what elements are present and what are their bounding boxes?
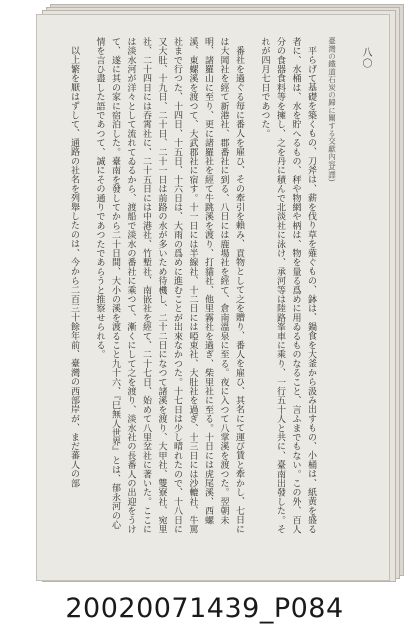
body-text	[51, 37, 347, 537]
running-head: 臺灣の鐵道石炭の歸に關する交獻內容(譯)	[327, 37, 337, 182]
page-number: 八〇	[360, 47, 371, 69]
paragraph: 平らげて基礎を築くもの、刀斧は、薪を伐り草を薙ぐもの、鉢は、鍋食を大釜から汲み出すもの、小桶は、紙黄を盛る者に、水桶は、水を貯へるもの、秤や物網や柄は、物を量る爲めに用ゐるものなること、言ふまでもない。この外、百人分の食器食料等を擁し、之を丹に積んで北淡社に泳け、承河等は陸路峯車に乘り、一行五十人と共に、臺南出發した。それが四月七日であつた。	[259, 37, 316, 534]
paragraph: 以上繁を厭はずして、通路の社名を列舉したのは、今から二百三十餘年前、臺灣の西部岸が、まだ蕃人の部	[69, 46, 79, 488]
book-stack	[16, 4, 404, 579]
archive-id-caption: 20020071439_P084	[65, 593, 344, 624]
book-page	[36, 14, 390, 581]
paragraph: 番社を過ぐる毎に番人を雇ひ、その牽引を賴み、貢物として之を贈り、番人を雇ひ、其名にて運び賃と牽かし、七日には大岡社を經て新港社、郡番社に到る、八日には鹿場社を經て、倉南溫泉に至る。夜に入つて八掌溪を渡つた。翌朝未明、諸羅山に至り、更に諸羅社を經て牛跳溪を渡り、打貓社、他里霧社を過ぎ、柴里社に至る。十日には虎尾溪、西螺溪、東螺溪を渡つて、大武郡社に宿す。十一日には半線社、十二日には啞束社、大肚社を過ぎ、十三日には沙轆社、牛罵社まで行つた、十四日、十五日、十六日は、大雨の爲めに進むことが出來なかつた。十七日は少し晴れたので、十八日に又大肚、十九日、二十日、二十一日は前路の水が多いため待機し、二十二日になつて諸溪を渡り、大甲社、雙寮社、宛里社、二十四日には吞霄社に、二十五日には中港社、竹塹社、南嵌社を經て、二十七日、始めて八里坌社に著いた。ここには淡水河が洋々として流れてゐるから、渡船で淡水の番社に乘つて、漸くにして之を渡り、淡水社の長番人の出迎をうけて、遂に其の家に宿泊した。臺南を發してから二十日間、大小の溪を渡ること九十六、『巳無人世界』とは、郁永河の心情を言ひ盡した語であつて、誠にその通りであつたであらうと推察せられる。	[94, 37, 244, 534]
